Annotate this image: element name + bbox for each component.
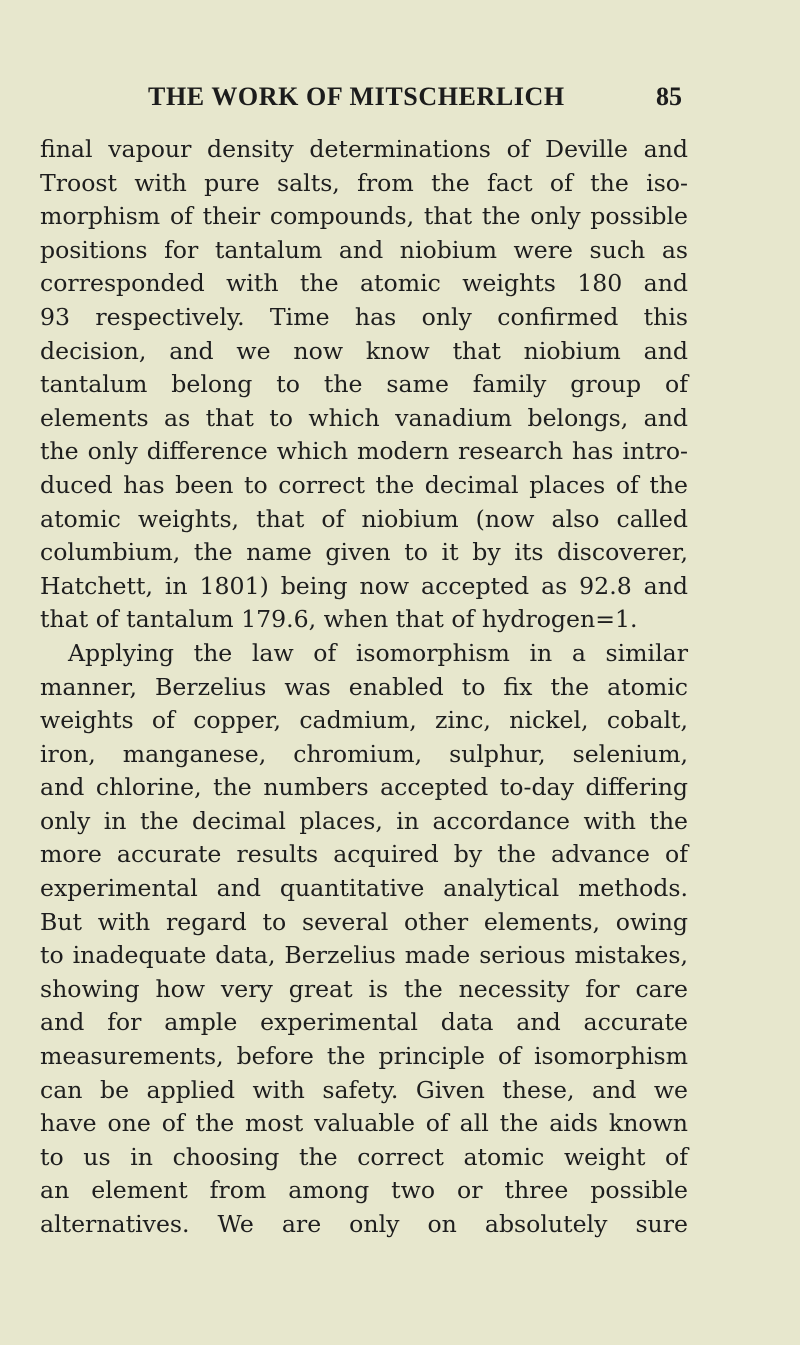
text-line: can be applied with safety. Given these, and we <box>40 1075 688 1104</box>
text-line: atomic weights, that of niobium (now also called <box>40 504 688 533</box>
text-line: measurements, before the principle of isomorphism <box>40 1042 688 1071</box>
text-line: to inadequate data, Berzelius made serious mistakes, <box>40 941 688 970</box>
text-line: weights of copper, cadmium, zinc, nickel, cobalt, <box>40 706 688 735</box>
running-head-title: THE WORK OF MITSCHERLICH <box>148 82 565 111</box>
text-line: the only difference which modern research has intro- <box>40 437 688 466</box>
text-line: elements as that to which vanadium belongs, and <box>40 403 688 432</box>
text-line: have one of the most valuable of all the aids known <box>40 1109 688 1138</box>
text-line: alternatives. We are only on absolutely sure <box>40 1210 688 1238</box>
text-line: Hatchett, in 1801) being now accepted as 92.8 and <box>40 571 688 600</box>
text-line: Applying the law of isomorphism in a similar <box>68 638 688 667</box>
text-line: and chlorine, the numbers accepted to-day differing <box>40 773 688 802</box>
text-line: But with regard to several other elements, owing <box>40 907 688 936</box>
text-line: 93 respectively. Time has only confirmed this <box>40 302 688 331</box>
text-line: final vapour density determinations of Deville and <box>40 135 688 163</box>
text-line: positions for tantalum and niobium were such as <box>40 235 688 264</box>
text-line: iron, manganese, chromium, sulphur, selenium, <box>40 739 688 768</box>
text-line: decision, and we now know that niobium and <box>40 336 688 365</box>
text-line: showing how very great is the necessity for care <box>40 974 688 1003</box>
page-number: 85 <box>656 82 682 111</box>
text-line: that of tantalum 179.6, when that of hydrogen=1. <box>40 605 638 634</box>
text-line: duced has been to correct the decimal places of the <box>40 470 688 499</box>
text-line: columbium, the name given to it by its discoverer, <box>40 538 688 567</box>
text-line: and for ample experimental data and accurate <box>40 1008 688 1037</box>
text-line: tantalum belong to the same family group of <box>40 370 688 399</box>
text-line: Troost with pure salts, from the fact of the iso- <box>40 168 688 197</box>
text-line: corresponded with the atomic weights 180 and <box>40 269 688 298</box>
text-line: only in the decimal places, in accordance with the <box>40 806 688 835</box>
text-line: to us in choosing the correct atomic weight of <box>40 1142 688 1171</box>
body-text <box>40 133 688 1242</box>
running-head <box>0 82 800 116</box>
text-line: morphism of their compounds, that the only possible <box>40 202 688 231</box>
text-line: more accurate results acquired by the advance of <box>40 840 688 869</box>
text-line: experimental and quantitative analytical methods. <box>40 874 688 903</box>
text-line: an element from among two or three possible <box>40 1176 688 1205</box>
text-line: manner, Berzelius was enabled to fix the atomic <box>40 672 688 701</box>
